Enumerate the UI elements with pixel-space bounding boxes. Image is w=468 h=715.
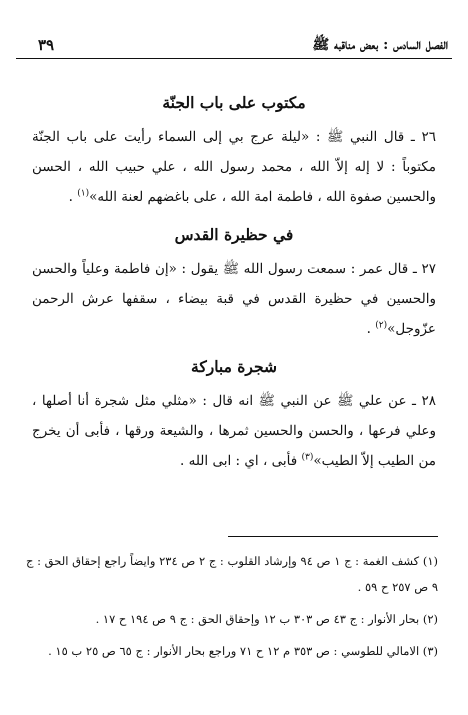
- footnotes: [26, 548, 438, 670]
- running-title: الفصل السادس : بعض مناقبه ﷺ: [312, 37, 448, 53]
- footnote-ref-3[interactable]: (٣): [301, 452, 314, 463]
- hadith-26: [32, 122, 436, 212]
- section-heading-2: في حظيرة القدس: [174, 225, 294, 244]
- hadith-28: [32, 386, 436, 476]
- page-body: [32, 92, 436, 476]
- footnote-ref-1[interactable]: (١): [77, 188, 90, 199]
- footnote-3: (٣) الامالي للطوسي : ص ٣٥٣ م ١٢ ح ٧١ وراجع بحار الأنوار : ج ٦٥ ص ٢٥ ب ١٥ .: [48, 644, 438, 658]
- hadith-26-ending: .: [68, 189, 78, 205]
- footnote-2: (٢) بحار الأنوار : ج ٤٣ ص ٣٠٣ ب ١٢ وإحقاق الحق : ج ٩ ص ١٩٤ ح ١٧ .: [95, 612, 438, 626]
- footnote-divider: [228, 536, 438, 537]
- hadith-26-text: ٢٦ ـ قال النبي ﷺ : «ليلة عرج بي إلى السماء رأيت على باب الجنّة مكتوباً : لا إله إلاّ الله ، محمد رسول الله ، علي حبيب الله ، الحسن والحسين صفوة الله ، فاطمة امة الله ، على باغضهم لعنة الله»: [32, 129, 436, 205]
- section-heading-1: مكتوب على باب الجنّة: [162, 93, 306, 112]
- running-header: [16, 36, 452, 59]
- hadith-28-text: ٢٨ ـ عن علي ﷺ عن النبي ﷺ انه قال : «مثلي مثل شجرة أنا أصلها ، وعلي فرعها ، والحسن والحسين ثمرها ، والشيعة ورقها ، فأبى أن يخرج من الطيب إلاّ الطيب»: [32, 393, 436, 469]
- hadith-27: [32, 254, 436, 344]
- footnote-ref-2[interactable]: (٢): [375, 320, 388, 331]
- section-heading-3: شجرة مباركة: [191, 357, 277, 376]
- hadith-27-text: ٢٧ ـ قال عمر : سمعت رسول الله ﷺ يقول : «إن فاطمة وعلياً والحسن والحسين في حظيرة القدس في قبة بيضاء ، سقفها عرش الرحمن عزّوجل»: [32, 261, 436, 337]
- hadith-27-ending: .: [366, 321, 376, 337]
- page-number: ٣٩: [38, 36, 55, 54]
- hadith-28-ending: فأبى ، اي : ابى الله .: [180, 453, 302, 469]
- footnote-1: (١) كشف الغمة : ج ١ ص ٩٤ وإرشاد القلوب : ج ٢ ص ٢٣٤ وايضاً راجع إحقاق الحق : ج ٩ ص ٢٥٧ ح ٥٩ .: [26, 554, 438, 594]
